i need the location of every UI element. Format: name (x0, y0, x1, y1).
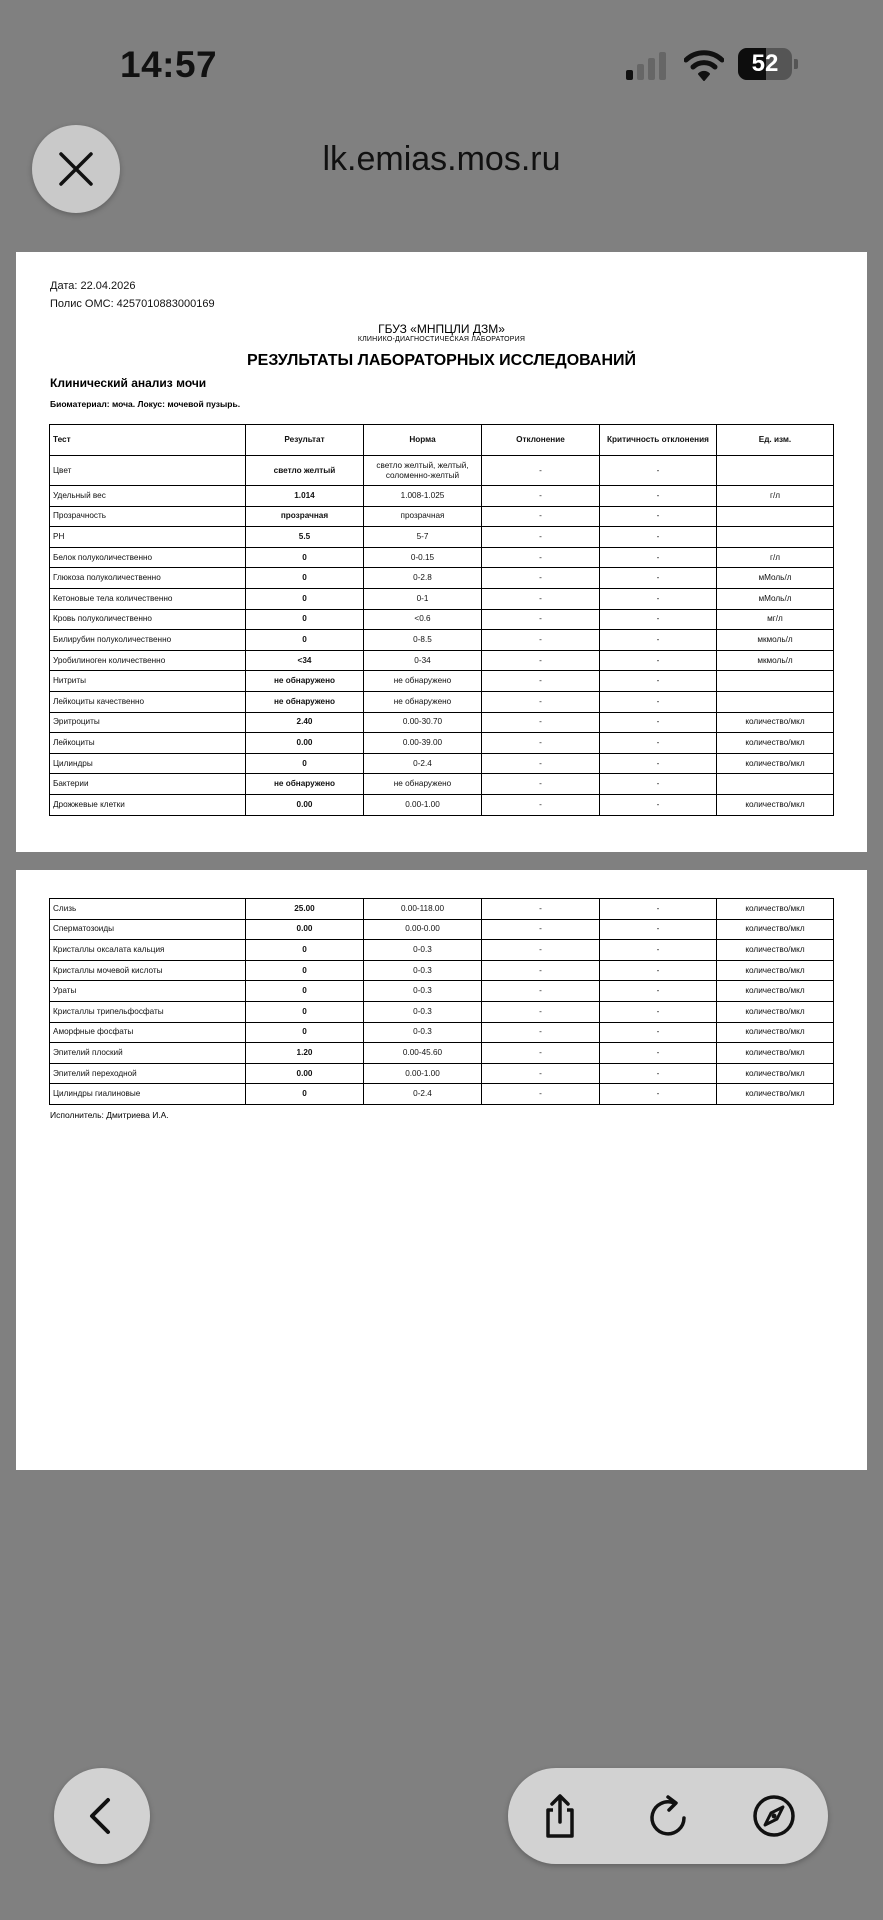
test-cell: Эпителий переходной (50, 1063, 246, 1084)
norm-cell: 0.00-30.70 (364, 712, 482, 733)
unit-cell (717, 671, 834, 692)
deviation-cell: - (482, 940, 600, 961)
norm-cell: 0-0.3 (364, 940, 482, 961)
unit-cell: г/л (717, 547, 834, 568)
deviation-cell: - (482, 568, 600, 589)
back-button[interactable] (54, 1768, 150, 1864)
test-cell: Дрожжевые клетки (50, 794, 246, 815)
unit-cell: количество/мкл (717, 712, 834, 733)
criticality-cell: - (600, 712, 717, 733)
result-cell: прозрачная (246, 506, 364, 527)
table-row (50, 940, 834, 961)
unit-cell: количество/мкл (717, 1022, 834, 1043)
test-cell: Глюкоза полуколичественно (50, 568, 246, 589)
deviation-cell: - (482, 691, 600, 712)
result-cell: 0.00 (246, 1063, 364, 1084)
norm-cell: 0.00-45.60 (364, 1043, 482, 1064)
norm-cell: 0-0.15 (364, 547, 482, 568)
unit-cell: количество/мкл (717, 1001, 834, 1022)
unit-cell: мкмоль/л (717, 650, 834, 671)
criticality-cell: - (600, 1043, 717, 1064)
header-unit: Ед. изм. (717, 425, 834, 456)
table-row (50, 671, 834, 692)
result-cell: 0 (246, 981, 364, 1002)
norm-cell: светло желтый, желтый, соломенно-желтый (364, 456, 482, 486)
test-cell: Уробилиноген количественно (50, 650, 246, 671)
table-row (50, 691, 834, 712)
deviation-cell: - (482, 899, 600, 920)
result-cell: 0 (246, 1084, 364, 1105)
criticality-cell: - (600, 794, 717, 815)
deviation-cell: - (482, 547, 600, 568)
unit-cell: мг/л (717, 609, 834, 630)
status-time: 14:57 (120, 44, 218, 85)
test-cell: Цилиндры гиалиновые (50, 1084, 246, 1105)
unit-cell: количество/мкл (717, 794, 834, 815)
status-bar (0, 0, 883, 120)
criticality-cell: - (600, 919, 717, 940)
criticality-cell: - (600, 506, 717, 527)
deviation-cell: - (482, 630, 600, 651)
table-row (50, 456, 834, 486)
deviation-cell: - (482, 506, 600, 527)
test-cell: Удельный вес (50, 486, 246, 507)
result-cell: 0 (246, 547, 364, 568)
unit-cell (717, 774, 834, 795)
unit-cell: количество/мкл (717, 919, 834, 940)
deviation-cell: - (482, 960, 600, 981)
table-row (50, 650, 834, 671)
test-cell: Билирубин полуколичественно (50, 630, 246, 651)
norm-cell: 0.00-1.00 (364, 794, 482, 815)
criticality-cell: - (600, 1001, 717, 1022)
norm-cell: 5-7 (364, 527, 482, 548)
table-row (50, 899, 834, 920)
result-cell: 25.00 (246, 899, 364, 920)
deviation-cell: - (482, 981, 600, 1002)
results-table-2 (49, 898, 834, 1105)
table-row (50, 1001, 834, 1022)
header-test: Тест (50, 425, 246, 456)
browser-toolbar (508, 1768, 828, 1864)
criticality-cell: - (600, 1063, 717, 1084)
criticality-cell: - (600, 733, 717, 754)
unit-cell: количество/мкл (717, 733, 834, 754)
test-cell: Лейкоциты качественно (50, 691, 246, 712)
result-cell: 0 (246, 630, 364, 651)
criticality-cell: - (600, 1022, 717, 1043)
deviation-cell: - (482, 456, 600, 486)
table-row (50, 527, 834, 548)
table-row (50, 712, 834, 733)
result-cell: светло желтый (246, 456, 364, 486)
document-page-2 (16, 870, 867, 1470)
result-cell: 0 (246, 568, 364, 589)
unit-cell: количество/мкл (717, 981, 834, 1002)
table-row (50, 794, 834, 815)
deviation-cell: - (482, 609, 600, 630)
url-label: lk.emias.mos.ru (322, 140, 561, 178)
unit-cell (717, 506, 834, 527)
org-subtitle: КЛИНИКО-ДИАГНОСТИЧЕСКАЯ ЛАБОРАТОРИЯ (357, 336, 526, 343)
table-row (50, 609, 834, 630)
criticality-cell: - (600, 630, 717, 651)
test-cell: Эритроциты (50, 712, 246, 733)
test-cell: Нитриты (50, 671, 246, 692)
unit-cell: мкмоль/л (717, 630, 834, 651)
result-cell: 0 (246, 588, 364, 609)
unit-cell: количество/мкл (717, 940, 834, 961)
unit-cell: количество/мкл (717, 1063, 834, 1084)
norm-cell: 0.00-39.00 (364, 733, 482, 754)
deviation-cell: - (482, 650, 600, 671)
doc-policy: Полис ОМС: 4257010883000169 (50, 298, 215, 310)
biomaterial: Биоматериал: моча. Локус: мочевой пузырь. (50, 399, 241, 409)
norm-cell: 0-34 (364, 650, 482, 671)
unit-cell (717, 691, 834, 712)
criticality-cell: - (600, 568, 717, 589)
criticality-cell: - (600, 940, 717, 961)
unit-cell: количество/мкл (717, 753, 834, 774)
unit-cell (717, 527, 834, 548)
executor: Исполнитель: Дмитриева И.А. (50, 1110, 169, 1120)
norm-cell: 0-1 (364, 588, 482, 609)
criticality-cell: - (600, 486, 717, 507)
header-criticality: Критичность отклонения (600, 425, 717, 456)
wifi-icon (684, 48, 724, 82)
norm-cell: не обнаружено (364, 671, 482, 692)
deviation-cell: - (482, 486, 600, 507)
deviation-cell: - (482, 527, 600, 548)
table-row (50, 630, 834, 651)
test-cell: Кристаллы мочевой кислоты (50, 960, 246, 981)
deviation-cell: - (482, 671, 600, 692)
test-cell: Белок полуколичественно (50, 547, 246, 568)
result-cell: 0.00 (246, 794, 364, 815)
doc-date: Дата: 22.04.2026 (50, 280, 136, 292)
table-row (50, 568, 834, 589)
result-cell: 0 (246, 940, 364, 961)
criticality-cell: - (600, 960, 717, 981)
deviation-cell: - (482, 1001, 600, 1022)
result-cell: не обнаружено (246, 691, 364, 712)
test-cell: Кровь полуколичественно (50, 609, 246, 630)
deviation-cell: - (482, 794, 600, 815)
deviation-cell: - (482, 919, 600, 940)
criticality-cell: - (600, 527, 717, 548)
result-cell: 0 (246, 1022, 364, 1043)
table-row (50, 1022, 834, 1043)
table-row (50, 1043, 834, 1064)
result-cell: не обнаружено (246, 671, 364, 692)
criticality-cell: - (600, 753, 717, 774)
test-cell: Кетоновые тела количественно (50, 588, 246, 609)
result-cell: 2.40 (246, 712, 364, 733)
deviation-cell: - (482, 1084, 600, 1105)
result-cell: 0 (246, 753, 364, 774)
unit-cell (717, 456, 834, 486)
test-cell: Сперматозоиды (50, 919, 246, 940)
result-cell: не обнаружено (246, 774, 364, 795)
norm-cell: 0.00-0.00 (364, 919, 482, 940)
norm-cell: 0.00-1.00 (364, 1063, 482, 1084)
deviation-cell: - (482, 588, 600, 609)
table-header-row (50, 425, 834, 456)
criticality-cell: - (600, 981, 717, 1002)
deviation-cell: - (482, 774, 600, 795)
criticality-cell: - (600, 456, 717, 486)
result-cell: 0 (246, 1001, 364, 1022)
table-row (50, 733, 834, 754)
criticality-cell: - (600, 588, 717, 609)
header-norm: Норма (364, 425, 482, 456)
norm-cell: не обнаружено (364, 691, 482, 712)
test-cell: Кристаллы трипельфосфаты (50, 1001, 246, 1022)
battery-icon (738, 48, 798, 80)
table-row (50, 774, 834, 795)
norm-cell: 0-8.5 (364, 630, 482, 651)
result-cell: 0 (246, 960, 364, 981)
table-row (50, 960, 834, 981)
norm-cell: прозрачная (364, 506, 482, 527)
header-result: Результат (246, 425, 364, 456)
table-row (50, 588, 834, 609)
norm-cell: 0.00-118.00 (364, 899, 482, 920)
table-row (50, 1084, 834, 1105)
deviation-cell: - (482, 1022, 600, 1043)
deviation-cell: - (482, 1043, 600, 1064)
result-cell: 5.5 (246, 527, 364, 548)
criticality-cell: - (600, 650, 717, 671)
unit-cell: мМоль/л (717, 568, 834, 589)
norm-cell: не обнаружено (364, 774, 482, 795)
test-cell: PH (50, 527, 246, 548)
norm-cell: <0.6 (364, 609, 482, 630)
criticality-cell: - (600, 774, 717, 795)
header-deviation: Отклонение (482, 425, 600, 456)
result-cell: 1.014 (246, 486, 364, 507)
result-cell: 0 (246, 609, 364, 630)
table-row (50, 506, 834, 527)
test-cell: Слизь (50, 899, 246, 920)
chevron-left-icon (82, 1796, 122, 1836)
criticality-cell: - (600, 609, 717, 630)
reload-icon[interactable] (644, 1792, 692, 1840)
deviation-cell: - (482, 753, 600, 774)
test-cell: Лейкоциты (50, 733, 246, 754)
document-page-1 (16, 252, 867, 852)
unit-cell: г/л (717, 486, 834, 507)
result-cell: 0.00 (246, 733, 364, 754)
table-row (50, 1063, 834, 1084)
norm-cell: 0-0.3 (364, 960, 482, 981)
deviation-cell: - (482, 1063, 600, 1084)
unit-cell: количество/мкл (717, 1043, 834, 1064)
table-row (50, 981, 834, 1002)
deviation-cell: - (482, 733, 600, 754)
table-row (50, 919, 834, 940)
deviation-cell: - (482, 712, 600, 733)
result-cell: 1.20 (246, 1043, 364, 1064)
compass-icon[interactable] (750, 1792, 798, 1840)
criticality-cell: - (600, 671, 717, 692)
test-cell: Цилиндры (50, 753, 246, 774)
test-cell: Аморфные фосфаты (50, 1022, 246, 1043)
norm-cell: 0-2.4 (364, 753, 482, 774)
share-icon[interactable] (536, 1792, 584, 1840)
norm-cell: 0-2.4 (364, 1084, 482, 1105)
test-cell: Эпителий плоский (50, 1043, 246, 1064)
org-name: ГБУЗ «МНПЦЛИ ДЗМ» (378, 322, 505, 336)
table-row (50, 753, 834, 774)
test-cell: Цвет (50, 456, 246, 486)
table-row (50, 486, 834, 507)
test-cell: Бактерии (50, 774, 246, 795)
norm-cell: 1.008-1.025 (364, 486, 482, 507)
doc-title: РЕЗУЛЬТАТЫ ЛАБОРАТОРНЫХ ИССЛЕДОВАНИЙ (246, 352, 636, 369)
analysis-name: Клинический анализ мочи (50, 376, 207, 390)
unit-cell: количество/мкл (717, 1084, 834, 1105)
criticality-cell: - (600, 547, 717, 568)
table-row (50, 547, 834, 568)
criticality-cell: - (600, 899, 717, 920)
result-cell: 0.00 (246, 919, 364, 940)
unit-cell: количество/мкл (717, 899, 834, 920)
norm-cell: 0-0.3 (364, 1001, 482, 1022)
criticality-cell: - (600, 691, 717, 712)
norm-cell: 0-2.8 (364, 568, 482, 589)
criticality-cell: - (600, 1084, 717, 1105)
cellular-signal-icon (626, 50, 670, 80)
test-cell: Кристаллы оксалата кальция (50, 940, 246, 961)
test-cell: Ураты (50, 981, 246, 1002)
result-cell: <34 (246, 650, 364, 671)
test-cell: Прозрачность (50, 506, 246, 527)
results-table-1 (49, 424, 834, 816)
norm-cell: 0-0.3 (364, 981, 482, 1002)
norm-cell: 0-0.3 (364, 1022, 482, 1043)
unit-cell: мМоль/л (717, 588, 834, 609)
unit-cell: количество/мкл (717, 960, 834, 981)
battery-percent: 52 (751, 50, 779, 77)
